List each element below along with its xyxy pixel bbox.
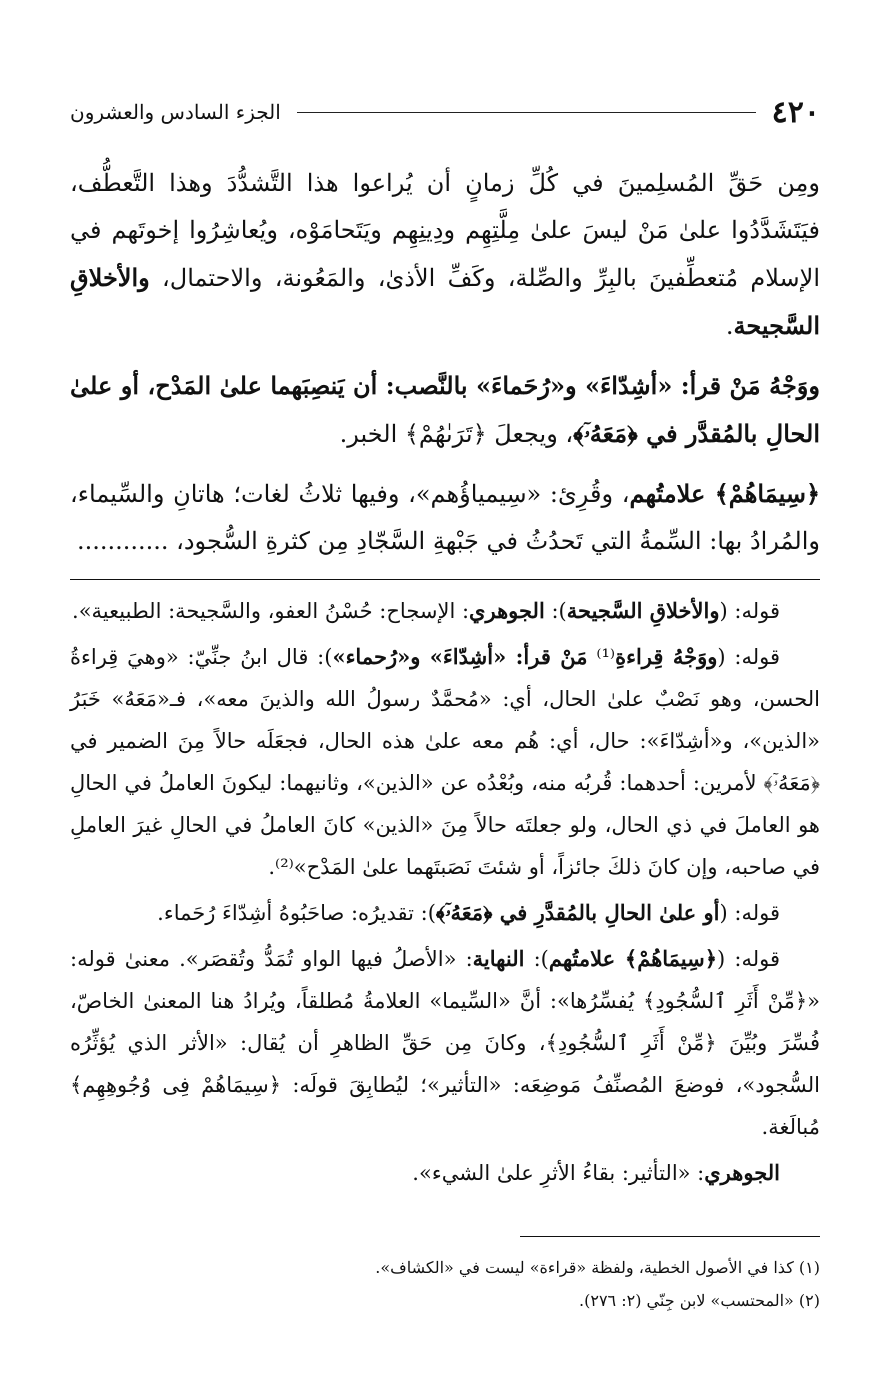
bold-phrase: والأخلاقِ السَّجيحة (566, 598, 720, 623)
text-run: ): (544, 599, 567, 623)
main-text (70, 160, 820, 565)
text-run: قوله: ( (717, 947, 780, 971)
header-rule (297, 112, 756, 113)
commentary-paragraph (70, 938, 820, 1148)
commentary-paragraph (70, 1152, 820, 1194)
bold-phrase: ووَجْهُ قِراءةِ (615, 644, 718, 669)
bold-phrase: ﴿سِيمَاهُمْ﴾ علامتُهم (629, 479, 821, 508)
bold-phrase: ووَجْهُ مَنْ قرأ: «أشِدّاءَ» و«رُحَماءَ» بالنَّصب: أن يَنصِبَهما علىٰ المَدْح، أو علىٰ الحالِ بالمُقدَّر في ﴿مَعَهُۥٓ﴾ (70, 371, 820, 448)
bold-phrase: الجوهري (469, 598, 545, 623)
commentary-paragraph (70, 892, 820, 934)
book-page (70, 92, 820, 1317)
text-run: ): (524, 947, 549, 971)
text-run: ، ويجعلَ ﴿تَرَىٰهُمْ﴾ الخبر. (339, 420, 574, 448)
commentary-text (70, 590, 820, 1194)
text-run: ): تقديرُه: صاحَبُوهُ أشِدّاءَ رُحَماء. (157, 901, 436, 925)
running-title: الجزء السادس والعشرون (70, 100, 281, 124)
page-header (70, 92, 820, 132)
footnote: (٢) «المحتسب» لابن جِنّي (٢: ٢٧٦). (579, 1291, 820, 1310)
bold-phrase: ﴿سِيمَاهُمْ﴾ علامتُهم (548, 946, 718, 971)
footnote-rule (520, 1236, 820, 1237)
text-run: ): قال ابنُ جنِّيّ: «وهيَ قِراءةُ الحسن، وهو نَصْبٌ علىٰ الحال، أي: «مُحمَّدٌ رسولُ الله والذينَ معه»، فـ«مَعَهُ» خَبَرُ «الذين»، و«أشِدّاءَ»: حال، أي: هُم معه علىٰ هذه الحال، فجعَلَه حالاً مِنَ الضمير في ﴿مَعَهُۥٓ﴾ لأمرين: أحدهما: قُربُه منه، وبُعْدُه عن «الذين»، وثانيهما: ليكونَ العاملُ في الحالِ هو العاملَ في ذي الحال، ولو جعلتَه حالاً مِنَ «الذين» كانَ العاملُ في الحالِ غيرَ العاملِ في صاحبه، وإن كانَ ذلكَ جائزاً، أو شئتَ نَصَبتَهما علىٰ المَدْح»⁽²⁾. (70, 645, 820, 879)
bold-phrase: والأخلاقِ السَّجيحة (70, 263, 820, 340)
footnotes (70, 1251, 820, 1317)
main-paragraph (70, 470, 820, 565)
text-run: قوله: ( (719, 599, 780, 623)
bold-phrase: الجوهري (704, 1160, 780, 1185)
main-paragraph (70, 362, 820, 458)
main-paragraph (70, 160, 820, 350)
section-divider (70, 579, 820, 580)
bold-phrase: أو علىٰ الحالِ بالمُقدَّرِ في ﴿مَعَهُۥٓ﴾ (435, 900, 720, 925)
footnote: (١) كذا في الأصول الخطية، ولفظة «قراءة» ليست في «الكشاف». (375, 1258, 820, 1277)
bold-phrase: النهاية (472, 946, 525, 971)
text-run: ، وقُرِئ: «سِيمياؤُهم»، وفيها ثلاثُ لغات؛ هاتانِ والسِّيماء، والمُرادُ بها: السِّمةُ التي تَحدُثُ في جَبْهةِ السَّجّادِ مِن كثرةِ السُّجود، ............ (70, 480, 820, 555)
text-run: : «التأثير: بقاءُ الأثرِ علىٰ الشيء». (412, 1161, 705, 1185)
text-run: قوله: ( (719, 901, 780, 925)
commentary-paragraph (70, 590, 820, 632)
text-run: ومِن حَقِّ المُسلِمينَ في كُلِّ زمانٍ أن يُراعوا هذا التَّشدُّدَ وهذا التَّعطُّف، فيَتَشَدَّدُوا علىٰ مَنْ ليسَ علىٰ مِلَّتِهِم ودِينِهِم ويَتَحامَوْه، ويُعاشِرُوا إخوتَهم في الإسلام مُتعطِّفينَ بالبِرِّ والصِّلة، وكَفِّ الأذىٰ، والمَعُونة، والاحتمال، (70, 169, 820, 292)
commentary-paragraph (70, 636, 820, 888)
footnote-ref: ⁽¹⁾ (587, 645, 616, 669)
bold-phrase: مَنْ قرأ: «أشِدّاءَ» و«رُحماء» (332, 644, 588, 669)
page-number: ٤٢٠ (771, 94, 820, 130)
text-run: : الإسجاح: حُسْنُ العفو، والسَّجيحة: الطبيعية». (72, 599, 470, 623)
text-run: قوله: ( (717, 645, 781, 669)
text-run: . (725, 312, 734, 340)
text-run: : «الأصلُ فيها الواو تُمَدُّ وتُقصَر». معنىٰ قوله: «﴿مِّنْ أَثَرِ ٱلسُّجُودِ﴾ يُفسِّرُها»: أنَّ «السِّيما» العلامةُ مُطلقاً، ويُرادُ هنا المعنىٰ الخاصّ، فُسِّرَ وبُيِّنَ ﴿مِّنْ أَثَرِ ٱلسُّجُودِ﴾، وكانَ مِن حَقِّ الظاهرِ أن يُقال: «الأثر الذي يُؤثِّرُه السُّجود»، فوضعَ المُصنِّفُ مَوضِعَه: «التأثير»؛ ليُطابِقَ قولَه: ﴿سِيمَاهُمْ فِى وُجُوهِهِم﴾ مُبالَغة. (70, 947, 820, 1139)
